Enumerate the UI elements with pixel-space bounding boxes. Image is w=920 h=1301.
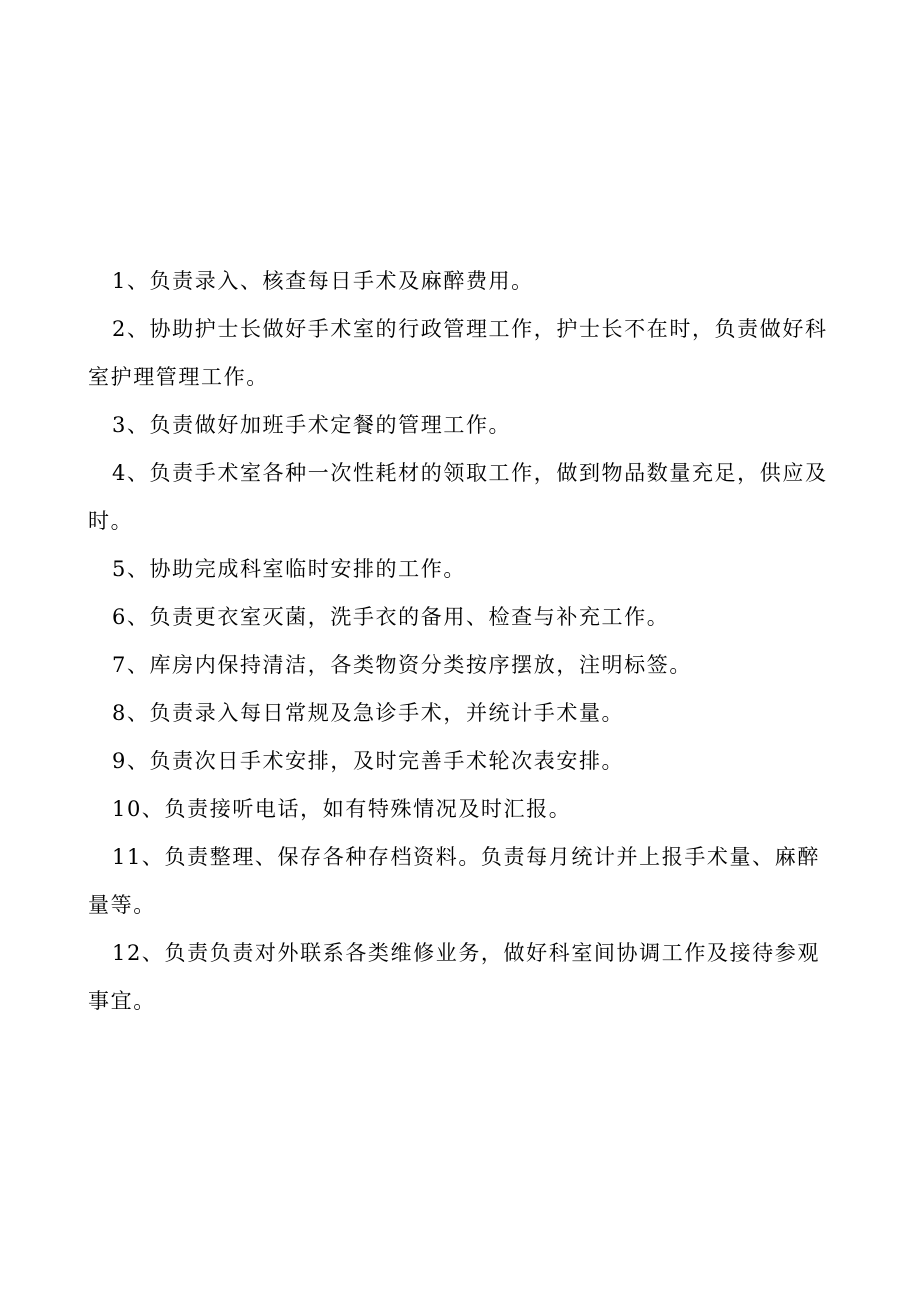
duty-item-12: 12、负责负责对外联系各类维修业务，做好科室间协调工作及接待参观事宜。: [88, 941, 820, 1013]
duty-item-3: 3、负责做好加班手术定餐的管理工作。: [112, 413, 512, 437]
duty-list: [88, 257, 834, 1025]
duty-item-5: 5、协助完成科室临时安排的工作。: [112, 557, 466, 581]
duty-item-4: 4、负责手术室各种一次性耗材的领取工作，做到物品数量充足，供应及时。: [88, 461, 828, 533]
duty-item-6: 6、负责更衣室灭菌，洗手衣的备用、检查与补充工作。: [112, 605, 670, 629]
duty-item-7: 7、库房内保持清洁，各类物资分类按序摆放，注明标签。: [112, 653, 692, 677]
duty-item-1: 1、负责录入、核查每日手术及麻醉费用。: [112, 269, 534, 293]
duty-item-8: 8、负责录入每日常规及急诊手术，并统计手术量。: [112, 701, 625, 725]
duty-item-2: 2、协助护士长做好手术室的行政管理工作，护士长不在时，负责做好科室护理管理工作。: [88, 317, 828, 389]
duty-item-10: 10、负责接听电话，如有特殊情况及时汇报。: [112, 797, 572, 821]
duty-item-9: 9、负责次日手术安排，及时完善手术轮次表安排。: [112, 749, 625, 773]
duty-item-11: 11、负责整理、保存各种存档资料。负责每月统计并上报手术量、麻醉量等。: [88, 845, 820, 917]
